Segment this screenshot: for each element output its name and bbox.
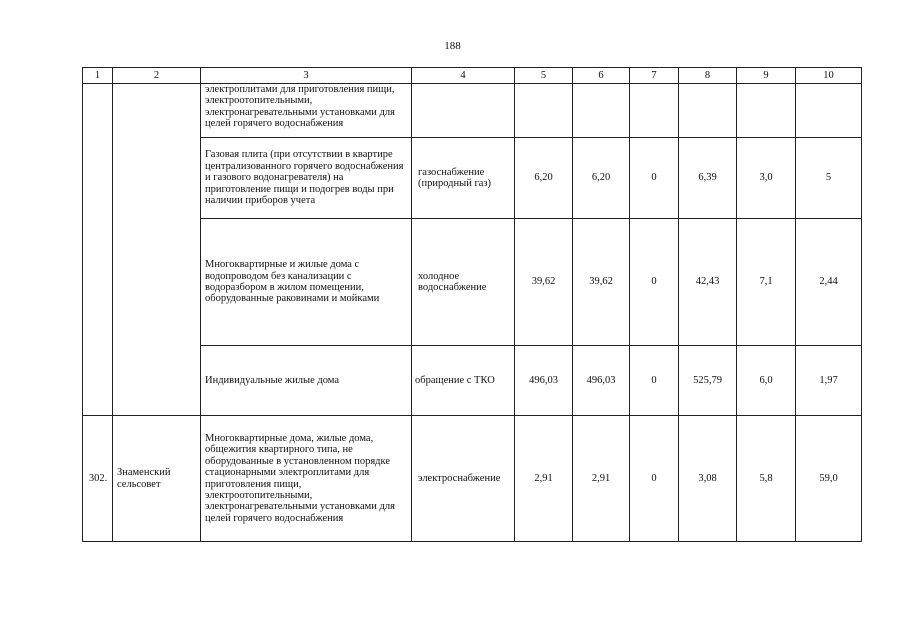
settlement-cell: [113, 84, 201, 416]
value-cell: 6,0: [737, 346, 796, 416]
service-cell: [412, 416, 515, 542]
column-header: 8: [679, 68, 737, 84]
consumer-category: Многоквартирные дома, жилые дома, общежития квартирного типа, не оборудованные в установленном порядке стационарными электроплитами для приготовления пищи, электроотопительными, электронагревательными установками для целей горячего водоснабжения: [205, 432, 395, 524]
value-cell: [679, 84, 737, 138]
consumer-category: Газовая плита (при отсутствии в квартире централизованного горячего водоснабжения и газового водонагревателя) на приготовление пищи и подогрев воды при наличии приборов учета: [205, 149, 404, 207]
value-cell: 2,91: [573, 416, 630, 542]
value-cell: [737, 84, 796, 138]
header-row: [83, 68, 862, 84]
consumer-category: Индивидуальные жилые дома: [205, 374, 340, 386]
value-cell: 2,91: [515, 416, 573, 542]
column-header: 10: [796, 68, 862, 84]
column-header: 7: [630, 68, 679, 84]
value-cell: 6,39: [679, 138, 737, 219]
value-cell: 6,20: [573, 138, 630, 219]
value-cell: 1,97: [796, 346, 862, 416]
value-cell: [573, 84, 630, 138]
service-name: холодное водоснабжение: [418, 270, 487, 293]
value-cell: 5: [796, 138, 862, 219]
value-cell: 525,79: [679, 346, 737, 416]
value-cell: 496,03: [573, 346, 630, 416]
value-cell: 59,0: [796, 416, 862, 542]
value-cell: [630, 84, 679, 138]
value-cell: 0: [630, 346, 679, 416]
value-cell: [515, 84, 573, 138]
settlement-name: Знаменский сельсовет: [117, 467, 171, 490]
value-cell: 3,0: [737, 138, 796, 219]
row-number-cell: [83, 84, 113, 416]
column-header: 6: [573, 68, 630, 84]
value-cell: 39,62: [515, 219, 573, 346]
table-row: [83, 84, 862, 138]
service-cell: [412, 84, 515, 138]
consumer-category-cell: [201, 346, 412, 416]
value-cell: 0: [630, 138, 679, 219]
consumer-category-cell: [201, 138, 412, 219]
consumer-category-cell: [201, 416, 412, 542]
service-cell: [412, 138, 515, 219]
column-header: 2: [113, 68, 201, 84]
table-row: [83, 416, 862, 542]
value-cell: 496,03: [515, 346, 573, 416]
service-name: обращение с ТКО: [415, 374, 495, 386]
value-cell: 7,1: [737, 219, 796, 346]
consumer-category: электроплитами для приготовления пищи, электроотопительными, электронагревательными установками для целей горячего водоснабжения: [205, 84, 395, 130]
row-number-cell: 302.: [83, 416, 113, 542]
value-cell: 6,20: [515, 138, 573, 219]
service-cell: [412, 346, 515, 416]
value-cell: 0: [630, 416, 679, 542]
value-cell: 39,62: [573, 219, 630, 346]
page-number: 188: [444, 40, 461, 52]
consumer-category-cell: [201, 219, 412, 346]
service-cell: [412, 219, 515, 346]
column-header: 9: [737, 68, 796, 84]
tariff-table: [82, 67, 862, 542]
column-header: 1: [83, 68, 113, 84]
value-cell: 0: [630, 219, 679, 346]
consumer-category: Многоквартирные и жилые дома с водопроводом без канализации с водоразбором в жилом помещении, оборудованные раковинами и мойками: [205, 259, 380, 305]
settlement-cell: [113, 416, 201, 542]
column-header: 4: [412, 68, 515, 84]
column-header: 5: [515, 68, 573, 84]
value-cell: 42,43: [679, 219, 737, 346]
consumer-category-cell: [201, 84, 412, 138]
service-name: газоснабжение (природный газ): [418, 166, 492, 189]
service-name: электроснабжение: [418, 472, 501, 484]
value-cell: [796, 84, 862, 138]
value-cell: 2,44: [796, 219, 862, 346]
value-cell: 5,8: [737, 416, 796, 542]
value-cell: 3,08: [679, 416, 737, 542]
column-header: 3: [201, 68, 412, 84]
